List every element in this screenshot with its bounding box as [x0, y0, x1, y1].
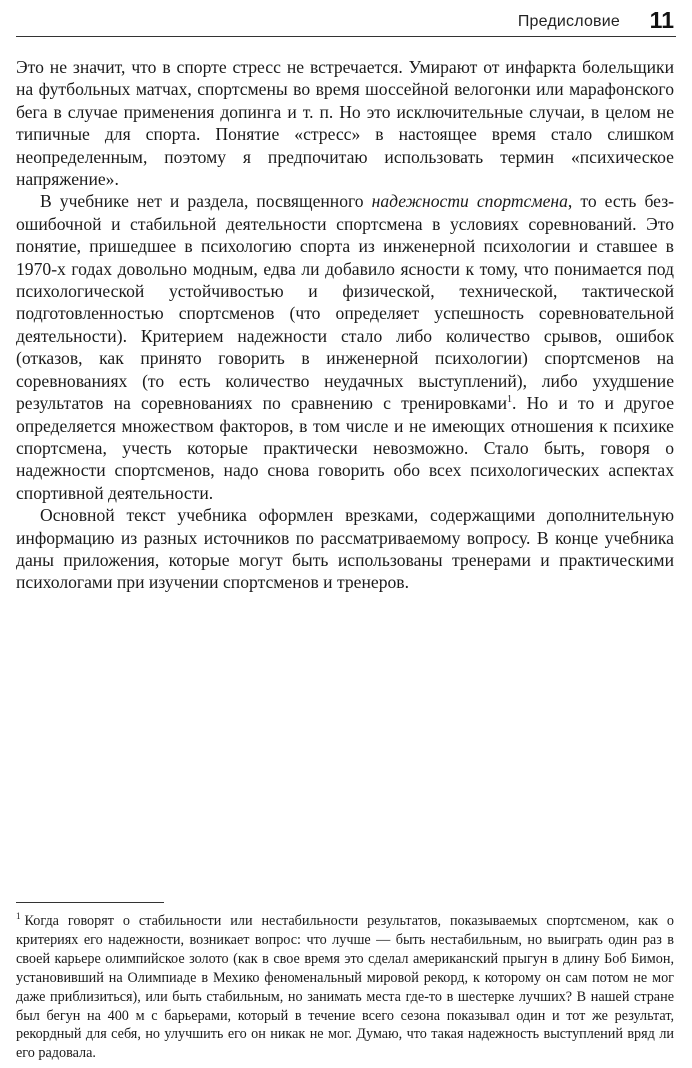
running-head-title: Предисловие — [517, 13, 620, 30]
paragraph-2-text-start: В учебнике нет и раздела, посвященного — [40, 191, 372, 212]
paragraph-2-text-end: . Но и то и другое определяется множеством факторов, в том числе и не имеющих отношения к психике спортсмена, учесть которые практически невозможно. Стало быть, говоря о надежности спортсменов, надо снова говорить обо всех психологических аспектах спортивной деятельности. — [16, 393, 675, 503]
footnote-divider — [16, 902, 164, 903]
footnote-text: Когда говорят о стабильности или нестабильности результатов, показываемых спортсменом, как о критериях его надежности, возникает вопрос: что лучше — быть нестабильным, но выиграть один раз в своей карьере олимпийское золото (как в свое время это сделал американский прыгун в длину Боб Бимон, установивший на Олимпиаде в Мехико феноменальный мировой рекорд, к которому он сам потом не мог даже приблизиться), или быть стабильным, но занимать места где-то в шестерке лучших? В нашей стране был бегун на 400 м с барьерами, который в течение всего сезона показывал один и тот же результат, рекордный для себя, но улучшить его он никак не мог. Думаю, что такая надежность выступлений вряд ли его радовала. — [16, 913, 674, 1062]
footnote-mark: 1 — [16, 911, 21, 922]
footnote — [16, 912, 674, 1063]
paragraph-2 — [16, 190, 674, 504]
paragraph-2-emphasis: надежности спортсмена — [371, 191, 568, 212]
body-text — [16, 56, 674, 594]
paragraph-3: Основной текст учебника оформлен врезками, содержащими дополнительную информацию из разных источников по рассматриваемому вопросу. В конце учебника даны приложения, которые могут быть использованы тренерами и практическими психологами при изучении спортсменов и тренеров. — [16, 505, 674, 593]
paragraph-1: Это не значит, что в спорте стресс не встречается. Умирают от инфаркта болельщики на футбольных матчах, спортсмены во время шоссейной велогонки или марафонского бега в случае применения допинга и т. п. Но это исключительные случаи, в целом не типичные для спорта. Понятие «стресс» в настоящее время стало слишком неопределенным, поэтому я предпочитаю использовать термин «психическое напряжение». — [16, 57, 674, 190]
footnote-reference: 1 — [507, 394, 513, 406]
paragraph-2-text-middle: , то есть безошибочной и стабильной деятельности спортсмена в условиях соревнований. Это понятие, пришедшее в психологию спорта из инженерной психологии и ставшее в 1970-х годах довольно модным, едва ли добавило ясности к тому, что понимается под психологической устойчивостью и физической, технической, тактической подготовленностью спортсменов (что определяет успешность соревновательной деятельности). Критерием надежности стало либо количество срывов, ошибок (отказов, как принято говорить в инженерной психологии) спортсменов на соревнованиях (то есть количество неудачных выступлений), либо ухудшение результатов на соревнованиях по сравнению с тренировками — [16, 191, 675, 414]
page-number: 11 — [649, 7, 674, 33]
running-head — [16, 6, 676, 37]
